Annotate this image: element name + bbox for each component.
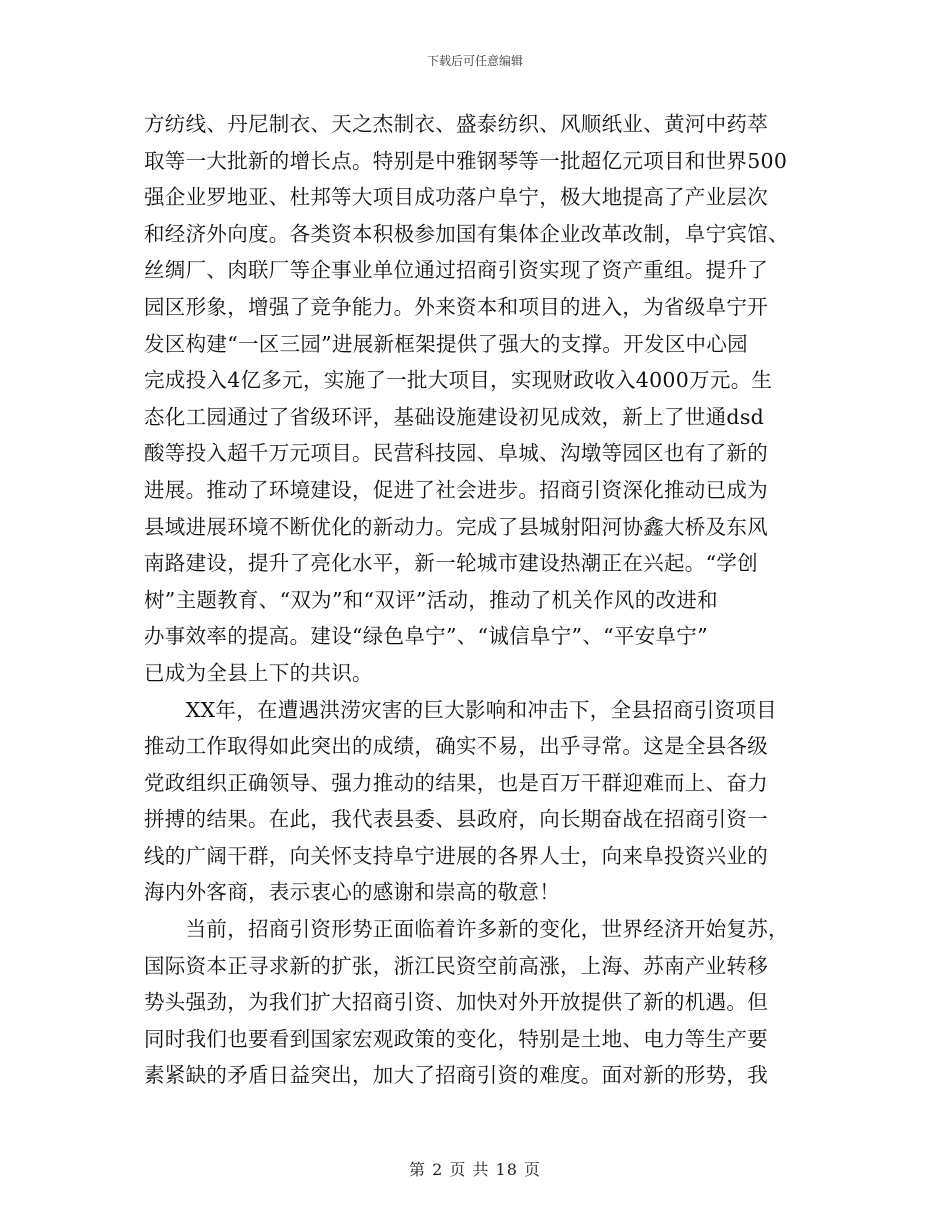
body-line: 已成为全县上下的共识。 [144,660,373,685]
body-line: 办事效率的提高。建设“绿色阜宁”、“诚信阜宁”、“平安阜宁” [144,624,708,649]
body-line: 和经济外向度。各类资本积极参加国有集体企业改革改制，阜宁宾馆、 [144,221,789,246]
page-header-note: 下载后可任意编辑 [426,54,523,68]
body-line: 国际资本正寻求新的扩张，浙江民资空前高涨，上海、苏南产业转移 [144,953,768,978]
body-line: 进展。推动了环境建设，促进了社会进步。招商引资深化推动已成为 [144,477,768,502]
body-line: 当前，招商引资形势正面临着许多新的变化，世界经济开始复苏， [144,917,789,942]
body-line: 推动工作取得如此突出的成绩，确实不易，出乎寻常。这是全县各级 [144,734,768,759]
body-line: 同时我们也要看到国家宏观政策的变化，特别是土地、电力等生产要 [144,1026,768,1051]
body-line: 强企业罗地亚、杜邦等大项目成功落户阜宁，极大地提高了产业层次 [144,185,768,210]
body-line: XX年，在遭遇洪涝灾害的巨大影响和冲击下，全县招商引资项目 [144,697,777,722]
body-line: 树”主题教育、“双为”和“双评”活动，推动了机关作风的改进和 [144,587,718,612]
body-line: 酸等投入超千万元项目。民营科技园、阜城、沟墩等园区也有了新的 [144,441,768,466]
body-line: 南路建设，提升了亮化水平，新一轮城市建设热潮正在兴起。“学创 [144,551,758,576]
body-line: 拼搏的结果。在此，我代表县委、县政府，向长期奋战在招商引资一 [144,807,768,832]
body-line: 海内外客商，表示衷心的感谢和崇高的敬意！ [144,880,560,905]
body-line: 县域进展环境不断优化的新动力。完成了县城射阳河协鑫大桥及东风 [144,514,768,539]
body-line: 发区构建“一区三园”进展新框架提供了强大的支撑。开发区中心园 [144,331,748,356]
body-line: 线的广阔干群，向关怀支持阜宁进展的各界人士，向来阜投资兴业的 [144,843,768,868]
body-line: 完成投入4亿多元，实施了一批大项目，实现财政收入4000万元。生 [144,368,773,393]
body-line: 态化工园通过了省级环评，基础设施建设初见成效，新上了世通dsd [144,404,765,429]
body-line: 园区形象，增强了竞争能力。外来资本和项目的进入，为省级阜宁开 [144,294,768,319]
body-line: 丝绸厂、肉联厂等企事业单位通过招商引资实现了资产重组。提升了 [144,258,768,283]
body-line: 方纺线、丹尼制衣、天之杰制衣、盛泰纺织、风顺纸业、黄河中药萃 [144,112,768,136]
document-body [144,106,808,1094]
body-line: 取等一大批新的增长点。特别是中雅钢琴等一批超亿元项目和世界500 [144,148,788,173]
body-line: 素紧缺的矛盾日益突出，加大了招商引资的难度。面对新的形势，我 [144,1063,768,1088]
page-number-footer: 第 2 页 共 18 页 [409,1160,541,1179]
body-line: 党政组织正确领导、强力推动的结果，也是百万干群迎难而上、奋力 [144,770,768,795]
body-line: 势头强劲，为我们扩大招商引资、加快对外开放提供了新的机遇。但 [144,990,768,1015]
